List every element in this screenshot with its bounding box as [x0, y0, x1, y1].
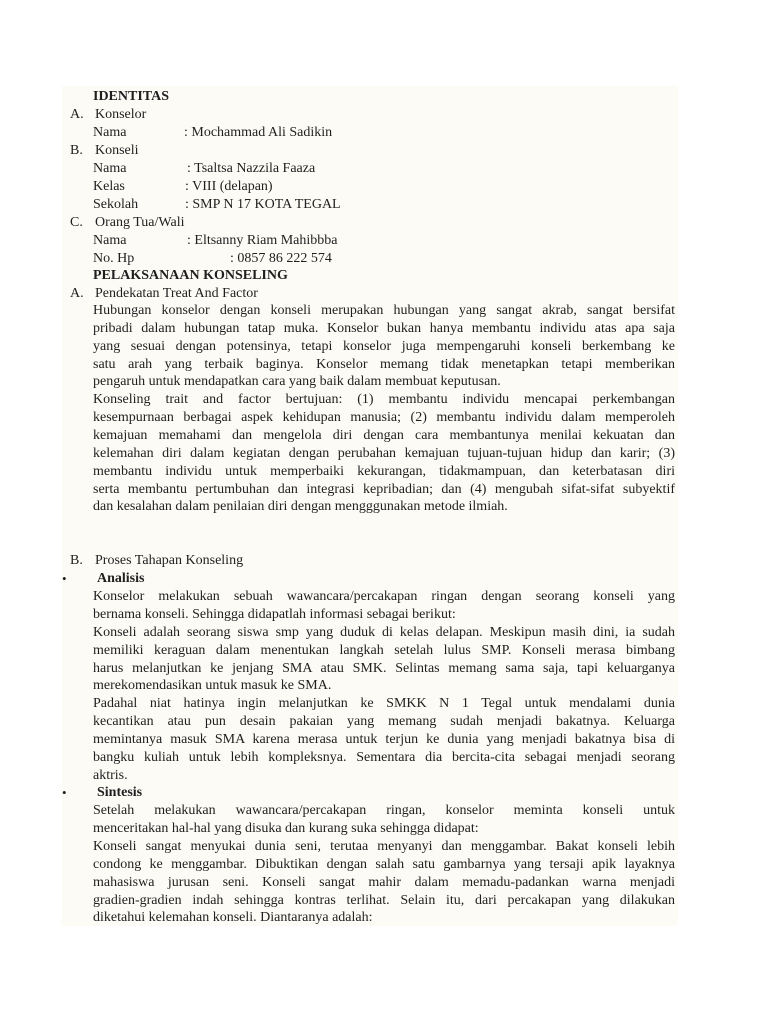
paragraph-line: satu arah yang terbaik baginya. Konselor memang tidak menetapkan tetapi memberikan: [93, 357, 675, 372]
paragraph-line: harus melanjutkan ke jenjang SMA atau SMK. Selintas memang sama saja, tapi keluarganya: [93, 661, 675, 676]
ortu-nama-label: Nama: [93, 233, 127, 248]
konselor-nama-label: Nama: [93, 125, 127, 140]
ortu-hp-value: : 0857 86 222 574: [230, 251, 332, 266]
paragraph-line: kesempurnaan berbagai aspek kehidupan manusia; (2) membantu individu dalam memperoleh: [93, 410, 675, 425]
paragraph-line: mahasiswa jurusan seni. Konseli sangat mahir dalam memadu-padankan warna menjadi: [93, 875, 675, 890]
paragraph-line: Padahal niat hatinya ingin melanjutkan ke SMKK N 1 Tegal untuk mendalami dunia: [93, 696, 675, 711]
konseli-nama-value: : Tsaltsa Nazzila Faaza: [187, 161, 316, 176]
paragraph-line: Konseli adalah seorang siswa smp yang duduk di kelas delapan. Meskipun masih dini, ia sudah: [93, 625, 675, 640]
ortu-nama-value: : Eltsanny Riam Mahibbba: [187, 233, 338, 248]
paragraph-line: merekomendasikan untuk masuk ke SMA.: [93, 678, 332, 693]
paragraph-line: bangku kuliah untuk lebih kompleksnya. Sementara dia bercita-cita sebagai menjadi seorang: [93, 750, 675, 765]
paragraph-line: Konseling trait and factor bertujuan: (1) membantu individu mencapai perkembangan: [93, 392, 675, 407]
paragraph-line: dan kesalahan dalam penilaian diri dengan mengggunakan metode ilmiah.: [93, 499, 508, 514]
ortu-title: Orang Tua/Wali: [95, 215, 185, 230]
paragraph-line: membantu individu untuk memperbaiki kekurangan, tidakmampuan, dan keterbatasan diri: [93, 464, 675, 479]
ortu-hp-label: No. Hp: [93, 251, 135, 266]
konseli-nama-label: Nama: [93, 161, 127, 176]
paragraph-line: kecantikan atau pun desain pakaian yang memang sudah menjadi bakatnya. Keluarga: [93, 714, 675, 729]
paragraph-line: menceritakan hal-hal yang disuka dan kurang suka sehingga didapat:: [93, 821, 479, 836]
pelaksanaan-heading: PELAKSANAAN KONSELING: [93, 268, 288, 283]
paragraph-line: Konselor melakukan sebuah wawancara/percakapan ringan dengan seorang konseli yang: [93, 589, 675, 604]
section-marker-b: B.: [70, 553, 83, 568]
konseli-kelas-value: : VIII (delapan): [185, 179, 273, 194]
identitas-heading: IDENTITAS: [93, 89, 169, 104]
paragraph-line: kemajuan memahami dan mengelola diri dengan cara membantunya menilai kekuatan dan: [93, 428, 675, 443]
list-marker-a: A.: [70, 107, 84, 122]
paragraph-line: gradien-gradien indah sehingga kontras terlihat. Selain itu, dari percakapan yang dilakukan: [93, 893, 675, 908]
paragraph-line: diketahui kelemahan konseli. Diantaranya adalah:: [93, 910, 373, 925]
analisis-title: Analisis: [97, 571, 145, 586]
bullet-icon: •: [62, 785, 67, 800]
konseli-title: Konseli: [95, 143, 139, 158]
paragraph-line: Konseli sangat menyukai dunia seni, terutaa menyanyi dan menggambar. Bakat konseli lebih: [93, 839, 675, 854]
konselor-title: Konselor: [95, 107, 147, 122]
paragraph-line: yang sesuai dengan potensinya, tetapi konselor juga mempengaruhi konseli berkembang ke: [93, 339, 675, 354]
list-marker-c: C.: [70, 215, 83, 230]
section-b-title: Proses Tahapan Konseling: [95, 553, 244, 568]
paragraph-line: memiliki keraguan dalam menentukan langkah setelah lulus SMP. Konseli merasa bimbang: [93, 643, 675, 658]
sintesis-title: Sintesis: [97, 785, 143, 800]
section-marker-a: A.: [70, 286, 84, 301]
bullet-icon: •: [62, 571, 67, 586]
paragraph-line: aktris.: [93, 768, 128, 783]
paragraph-line: condong ke menggambar. Dibuktikan dengan salah satu gambarnya yang tersaji apik layaknya: [93, 857, 675, 872]
konseli-sekolah-value: : SMP N 17 KOTA TEGAL: [185, 197, 341, 212]
section-a-title: Pendekatan Treat And Factor: [95, 286, 258, 301]
paragraph-line: pengaruh untuk mendapatkan cara yang baik dalam membuat keputusan.: [93, 374, 501, 389]
paragraph-line: memintanya masuk SMA karena merasa untuk terjun ke dunia yang menjadi bakatnya bisa di: [93, 732, 675, 747]
konseli-kelas-label: Kelas: [93, 179, 125, 194]
konselor-nama-value: : Mochammad Ali Sadikin: [184, 125, 333, 140]
paragraph-line: kelemahan diri dalam kegiatan dengan perubahan kemajuan tujuan-tujuan hidup dan karir; (3): [93, 446, 675, 461]
paragraph-line: bernama konseli. Sehingga didapatlah informasi sebagai berikut:: [93, 607, 456, 622]
paragraph-line: pribadi dalam hubungan tatap muka. Konselor bukan hanya membantu individu atas apa saja: [93, 321, 675, 336]
paragraph-line: Setelah melakukan wawancara/percakapan ringan, konselor meminta konseli untuk: [93, 803, 675, 818]
konseli-sekolah-label: Sekolah: [93, 197, 139, 212]
paragraph-line: serta membantu pertumbuhan dan integrasi kepribadian; dan (4) mengubah sifat-sifat subyektif: [93, 482, 675, 497]
list-marker-b: B.: [70, 143, 83, 158]
paragraph-line: Hubungan konselor dengan konseli merupakan hubungan yang sangat akrab, sangat bersifat: [93, 303, 675, 318]
